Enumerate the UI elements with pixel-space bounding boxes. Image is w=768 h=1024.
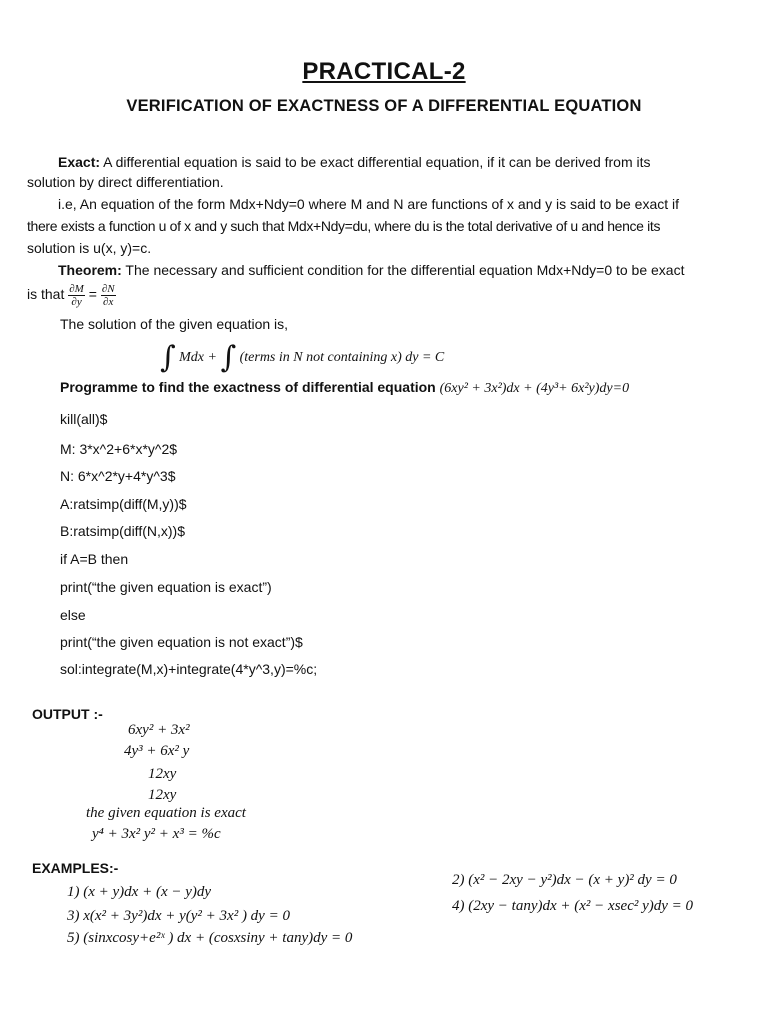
exact-definition-line1 [58,152,651,172]
exact-label: Exact: [58,154,101,170]
exact-definition-line2: solution by direct differentiation. [27,174,224,190]
code-line: M: 3*x^2+6*x*y^2$ [60,441,178,457]
solution-part2: (terms in N not containing x) dy = C [239,350,445,365]
example-item: 5) (sinxcosy+e²ˣ ) dx + (cosxsiny + tany)dy = 0 [67,930,353,946]
integral-sign-icon: ∫ [220,340,237,375]
theorem-label: Theorem: [58,262,122,278]
programme-equation: (6xy² + 3x²)dx + (4y³+ 6x²y)dy=0 [439,381,630,396]
example-item: 2) (x² − 2xy − y²)dx − (x + y)² dy = 0 [452,872,677,888]
page-title: PRACTICAL-2 [302,58,466,85]
output-line: the given equation is exact [86,805,246,821]
example-item: 4) (2xy − tany)dx + (x² − xsec² y)dy = 0 [452,898,694,914]
examples-label: EXAMPLES:- [32,860,119,876]
programme-heading: Programme to find the exactness of differential equation [60,379,436,395]
exact-text: A differential equation is said to be exact differential equation, if it can be derived from its [100,154,651,170]
output-line: 12xy [148,787,177,803]
theorem-line1 [58,260,684,280]
theorem-prefix: is that [27,286,65,302]
code-line: N: 6*x^2*y+4*y^3$ [60,468,176,484]
solution-intro: The solution of the given equation is, [60,316,289,332]
output-line: 4y³ + 6x² y [124,743,190,759]
code-line: print(“the given equation is not exact”)$ [60,634,303,650]
theorem-equals: = [88,286,97,302]
solution-part1: Mdx + [179,350,221,365]
output-line: 6xy² + 3x² [128,722,190,738]
ie-line3: solution is u(x, y)=c. [27,240,152,256]
code-line: B:ratsimp(diff(N,x))$ [60,523,185,539]
partial-m-over-partial-y: $\frac{\partial M}{\partial y}$ [69,282,84,308]
code-line: if A=B then [60,551,129,567]
ie-line2: there exists a function u of x and y such that Mdx+Ndy=du, where du is the total derivative of u and hence its [27,218,661,234]
output-line: 12xy [148,766,177,782]
code-line: print(“the given equation is exact”) [60,579,272,595]
programme-heading-line [60,377,629,399]
example-item: 3) x(x² + 3y²)dx + y(y² + 3x² ) dy = 0 [67,908,290,924]
ie-line1: i.e, An equation of the form Mdx+Ndy=0 where M and N are functions of x and y is said to be exact if [58,196,680,212]
output-label: OUTPUT :- [32,706,103,722]
solution-formula [160,340,444,375]
theorem-condition [27,280,116,308]
example-item: 1) (x + y)dx + (x − y)dy [67,884,212,900]
output-line: y⁴ + 3x² y² + x³ = %c [92,826,221,842]
page-subtitle: VERIFICATION OF EXACTNESS OF A DIFFERENTIAL EQUATION [126,97,642,115]
partial-n-over-partial-x: $\frac{\partial N}{\partial x}$ [101,282,115,308]
code-line: A:ratsimp(diff(M,y))$ [60,496,187,512]
theorem-text: The necessary and sufficient condition for the differential equation Mdx+Ndy=0 to be exact [121,262,685,278]
code-line: sol:integrate(M,x)+integrate(4*y^3,y)=%c; [60,661,318,677]
code-line: else [60,607,86,623]
integral-sign-icon: ∫ [160,340,176,375]
code-line: kill(all)$ [60,411,108,427]
